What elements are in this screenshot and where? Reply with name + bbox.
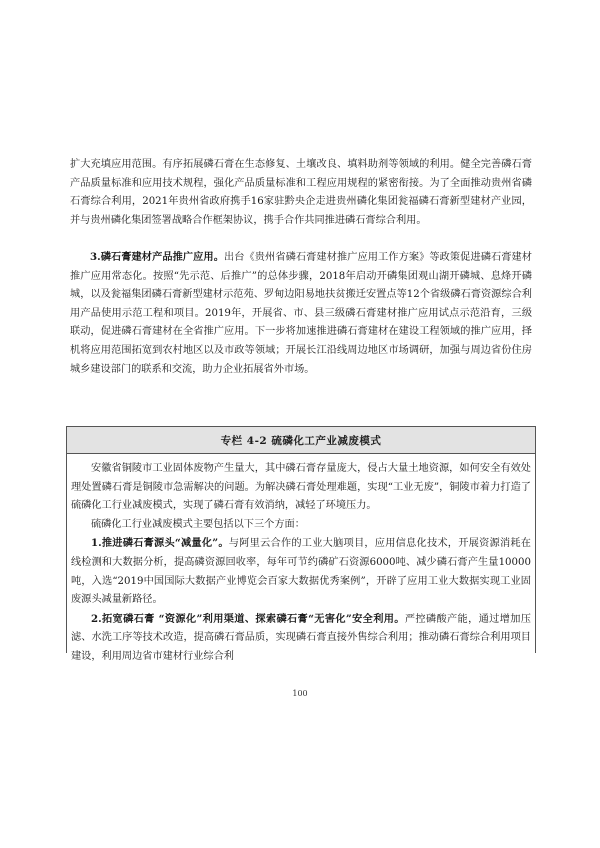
case-study-box [66,426,536,662]
box-paragraph-4 [71,610,531,667]
box-paragraph-2 [71,516,531,535]
paragraph-text: 严控磷酸产能，通过增加压滤、水洗工序等技术改造，提高磷石膏品质，实现磷石膏直接外售综合利用；推动磷石膏综合利用项目建设，利用周边省市建材行业综合利 [71,613,531,662]
paragraph-heading: 2.拓宽磷石膏 “资源化”利用渠道、探索磷石膏“无害化”安全利用。 [91,612,405,625]
paragraph-heading: 1.推进磷石膏源头“减量化”。 [91,537,229,550]
body-paragraph-2 [70,248,532,379]
paragraph-text: 与阿里云合作的工业大脑项目，应用信息化技术，开展资源消耗在线检测和大数据分析，提高磷资源回收率，每年可节约磷矿石资源6000吨、减少磷石膏产生量10000吨，入选“2019中国国际大数据产业博览会百家大数据优秀案例”，开辟了应用工业大数据实现工业固废源头减量新路径。 [71,538,531,606]
paragraph-text: 扩大充填应用范围。有序拓展磷石膏在生态修复、土壤改良、填料助剂等领域的利用。健全完善磷石膏产品质量标准和应用技术规程，强化产品质量标准和工程应用规程的紧密衔接。为了全面推动贵州省磷石膏综合利用，2021年贵州省政府携手16家驻黔央企走进贵州磷化集团瓮福磷石膏新型建材产业园，并与贵州磷化集团签署战略合作框架协议，携手合作共同推进磷石膏综合利用。 [70,159,532,226]
box-title [67,427,535,454]
page-number: 100 [292,689,308,698]
box-title-text: 专栏 4-2 硫磷化工产业减废模式 [220,434,382,447]
body-paragraph-1 [70,156,532,230]
box-body [67,454,535,667]
paragraph-text: 安徽省铜陵市工业固体废物产生量大，其中磷石膏存量庞大，侵占大量土地资源，如何安全有效处理处置磷石膏是铜陵市急需解决的问题。为解决磷石膏处理难题，实现“工业无废”，铜陵市着力打造了硫磷化工行业减废模式，实现了磷石膏有效消纳，减轻了环境压力。 [71,463,531,512]
paragraph-text: 出台《贵州省磷石膏建材推广应用工作方案》等政策促进磷石膏建材推广应用常态化。按照“先示范、后推广”的总体步骤，2018年启动开磷集团观山湖开磷城、息烽开磷城，以及瓮福集团磷石膏新型建材示范苑、罗甸边阳易地扶贫搬迁安置点等12个省级磷石膏资源综合利用产品使用示范工程和项目。2019年，开展省、市、县三级磷石膏建材推广应用试点示范沿育，三级联动，促进磷石膏建材在全省推广应用。下一步将加速推进磷石膏建材在建设工程领域的推广应用，择机将应用范围拓宽到农村地区以及市政等领域；开展长江沿线周边地区市场调研，加强与周边省份住房城乡建设部门的联系和交流，助力企业拓展省外市场。 [70,252,532,375]
paragraph-heading: 3.磷石膏建材产品推广应用。 [90,251,224,263]
box-paragraph-1 [71,460,531,516]
paragraph-text: 硫磷化工行业减废模式主要包括以下三个方面： [91,518,305,530]
box-paragraph-3 [71,534,531,609]
